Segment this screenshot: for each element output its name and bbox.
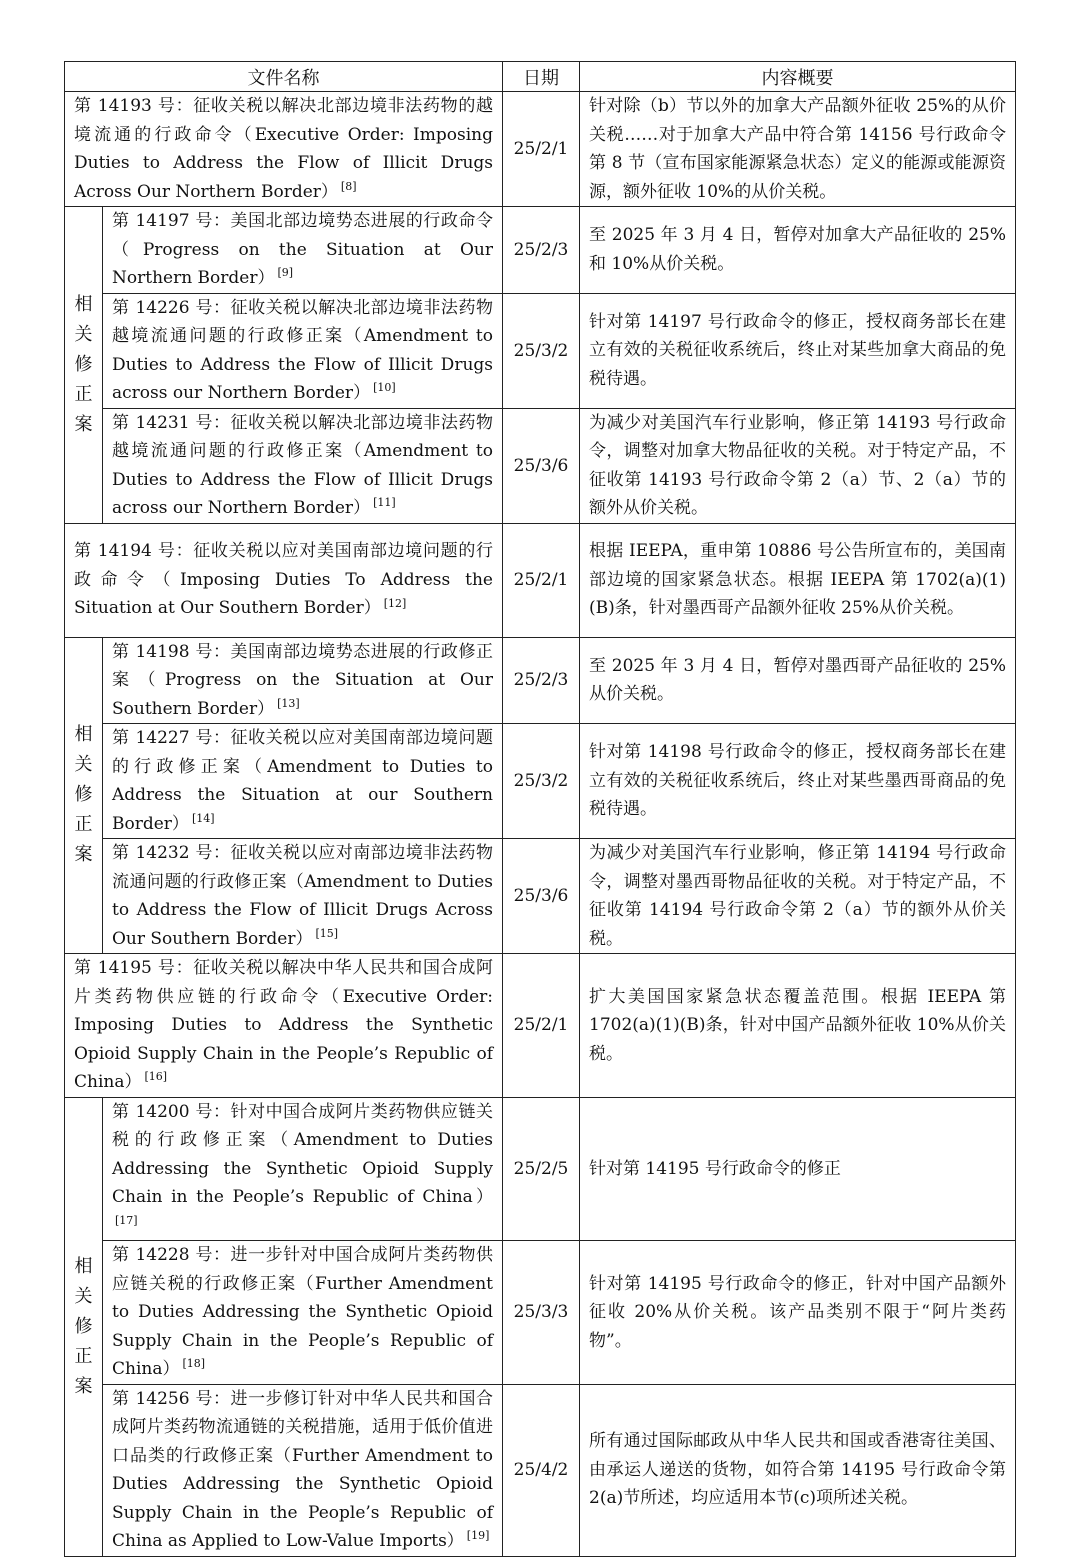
document-summary: 针对第 14197 号行政命令的修正，授权商务部长在建立有效的关税征收系统后，终止对某些加拿大商品的免税待遇。: [580, 293, 1016, 408]
document-name: 第 14195 号：征收关税以解决中华人民共和国合成阿片类药物供应链的行政命令（Executive Order: Imposing Duties to Address the Synthetic Opioid Supply Chain in the People’s Republic of China） [16]: [65, 954, 503, 1098]
executive-orders-table: [64, 61, 1016, 1557]
table-row: [65, 839, 1016, 954]
document-summary: 针对第 14198 号行政命令的修正，授权商务部长在建立有效的关税征收系统后，终止对某些墨西哥商品的免税待遇。: [580, 724, 1016, 839]
document-date: 25/3/2: [503, 724, 580, 839]
header-summary: 内容概要: [580, 62, 1016, 92]
footnote-ref: [18]: [182, 1357, 206, 1371]
document-name: 第 14227 号：征收关税以应对美国南部边境问题的行政修正案（Amendment to Duties to Address the Situation at our Southern Border） [14]: [103, 724, 503, 839]
document-name: 第 14226 号：征收关税以解决北部边境非法药物越境流通问题的行政修正案（Amendment to Duties to Address the Flow of Illicit Drugs across our Northern Border） [10]: [103, 293, 503, 408]
document-name: 第 14231 号：征收关税以解决北部边境非法药物越境流通问题的行政修正案（Amendment to Duties to Address the Flow of Illicit Drugs across our Northern Border） [11]: [103, 408, 503, 523]
table-row: [65, 1097, 1016, 1241]
header-document-name: 文件名称: [65, 62, 503, 92]
document-date: 25/3/6: [503, 839, 580, 954]
footnote-ref: [19]: [466, 1529, 490, 1543]
table-header-row: [65, 62, 1016, 92]
document-summary: 至 2025 年 3 月 4 日，暂停对墨西哥产品征收的 25%从价关税。: [580, 637, 1016, 724]
footnote-ref: [13]: [277, 696, 300, 710]
document-name: 第 14193 号：征收关税以解决北部边境非法药物的越境流通的行政命令（Executive Order: Imposing Duties to Address the Flow of Illicit Drugs Across Our Northern Border） [8]: [65, 92, 503, 207]
document-date: 25/3/3: [503, 1241, 580, 1385]
related-amendments-label: 相 关 修 正 案: [65, 1097, 103, 1556]
table-row: [65, 207, 1016, 294]
related-amendments-label: 相 关 修 正 案: [65, 207, 103, 524]
related-amendments-label: 相 关 修 正 案: [65, 637, 103, 954]
document-name: 第 14198 号：美国南部边境势态进展的行政修正案（Progress on the Situation at Our Southern Border） [13]: [103, 637, 503, 724]
footnote-ref: [17]: [115, 1213, 138, 1227]
footnote-ref: [15]: [315, 926, 339, 940]
document-summary: 至 2025 年 3 月 4 日，暂停对加拿大产品征收的 25%和 10%从价关税。: [580, 207, 1016, 294]
table-row: [65, 637, 1016, 724]
table-row: [65, 92, 1016, 207]
document-summary: 针对第 14195 号行政命令的修正: [580, 1097, 1016, 1241]
document-summary: 所有通过国际邮政从中华人民共和国或香港寄往美国、由承运人递送的货物，如符合第 14195 号行政命令第 2(a)节所述，均应适用本节(c)项所述关税。: [580, 1384, 1016, 1556]
document-name: 第 14194 号：征收关税以应对美国南部边境问题的行政命令（Imposing Duties To Address the Situation at Our Southern Border） [12]: [65, 523, 503, 637]
document-summary: 针对第 14195 号行政命令的修正，针对中国产品额外征收 20%从价关税。该产品类别不限于“阿片类药物”。: [580, 1241, 1016, 1385]
document-summary: 针对除（b）节以外的加拿大产品额外征收 25%的从价关税……对于加拿大产品中符合第 14156 号行政命令第 8 节（宣布国家能源紧急状态）定义的能源或能源资源，额外征收 10%的从价关税。: [580, 92, 1016, 207]
table-row: [65, 1384, 1016, 1556]
header-date: 日期: [503, 62, 580, 92]
table-row: [65, 1241, 1016, 1385]
document-date: 25/2/1: [503, 954, 580, 1098]
table-row: [65, 408, 1016, 523]
footnote-ref: [14]: [191, 811, 215, 825]
table-row: [65, 523, 1016, 637]
document-summary: 为减少对美国汽车行业影响，修正第 14193 号行政命令，调整对加拿大物品征收的关税。对于特定产品，不征收第 14193 号行政命令第 2（a）节、2（a）节的额外从价关税。: [580, 408, 1016, 523]
footnote-ref: [8]: [340, 179, 357, 193]
document-date: 25/2/1: [503, 523, 580, 637]
document-name: 第 14197 号：美国北部边境势态进展的行政命令（Progress on the Situation at Our Northern Border） [9]: [103, 207, 503, 294]
table-row: [65, 954, 1016, 1098]
footnote-ref: [11]: [373, 496, 396, 510]
footnote-ref: [16]: [144, 1070, 168, 1084]
document-summary: 根据 IEEPA，重申第 10886 号公告所宣布的，美国南部边境的国家紧急状态。根据 IEEPA 第 1702(a)(1)(B)条，针对墨西哥产品额外征收 25%从价关税。: [580, 523, 1016, 637]
document-name: 第 14232 号：征收关税以应对南部边境非法药物流通问题的行政修正案（Amendment to Duties to Address the Flow of Illicit Drugs Across Our Southern Border） [15]: [103, 839, 503, 954]
document-name: 第 14200 号：针对中国合成阿片类药物供应链关税的行政修正案（Amendment to Duties Addressing the Synthetic Opioid Supply Chain in the People’s Republic of China）[17]: [103, 1097, 503, 1241]
table-row: [65, 293, 1016, 408]
footnote-ref: [12]: [383, 596, 407, 610]
document-date: 25/2/5: [503, 1097, 580, 1241]
document-summary: 扩大美国国家紧急状态覆盖范围。根据 IEEPA 第 1702(a)(1)(B)条，针对中国产品额外征收 10%从价关税。: [580, 954, 1016, 1098]
table-row: [65, 724, 1016, 839]
document-date: 25/2/1: [503, 92, 580, 207]
footnote-ref: [9]: [277, 266, 294, 280]
document-date: 25/2/3: [503, 637, 580, 724]
document-name: 第 14228 号：进一步针对中国合成阿片类药物供应链关税的行政修正案（Further Amendment to Duties Addressing the Synthetic Opioid Supply Chain in the People’s Republic of China） [18]: [103, 1241, 503, 1385]
document-date: 25/4/2: [503, 1384, 580, 1556]
document-date: 25/3/2: [503, 293, 580, 408]
footnote-ref: [10]: [373, 381, 396, 395]
document-date: 25/2/3: [503, 207, 580, 294]
document-date: 25/3/6: [503, 408, 580, 523]
document-name: 第 14256 号：进一步修订针对中华人民共和国合成阿片类药物流通链的关税措施，适用于低价值进口品类的行政修正案（Further Amendment to Duties Addressing the Synthetic Opioid Supply Chain in the People’s Republic of China as Applied to Low-Value Imports） [19]: [103, 1384, 503, 1556]
document-summary: 为减少对美国汽车行业影响，修正第 14194 号行政命令，调整对墨西哥物品征收的关税。对于特定产品，不征收第 14194 号行政命令第 2（a）节的额外从价关税。: [580, 839, 1016, 954]
